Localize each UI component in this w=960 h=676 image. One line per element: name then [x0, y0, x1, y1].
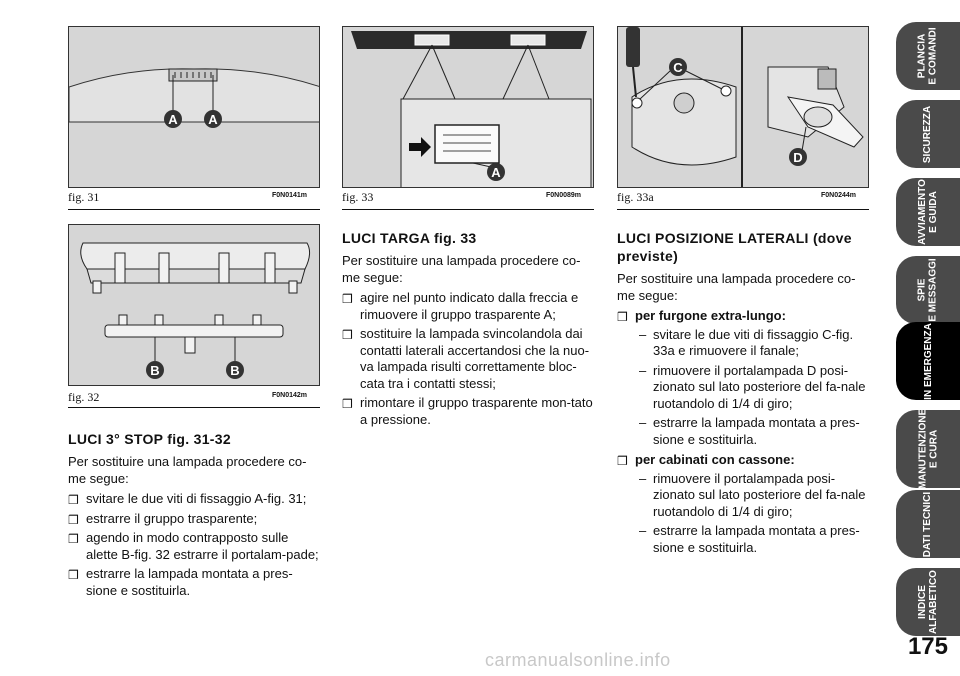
fig31-caption: fig. 31 [68, 190, 100, 204]
svg-text:D: D [793, 150, 803, 165]
tab-spie-e-messaggi[interactable]: SPIE E MESSAGGI [896, 256, 960, 324]
svg-text:A: A [491, 165, 501, 180]
section-luci-posizione-intro: Per sostituire una lampada procedere co-me segue: [617, 271, 856, 303]
checkbox-icon: ❒ [342, 328, 353, 342]
fig32-code: F0N0142m [272, 392, 308, 399]
section-luci-stop [68, 430, 321, 602]
section-luci-targa-list [342, 290, 594, 428]
fig33-code: F0N0089m [546, 192, 582, 199]
section-luci-posizione-list [617, 308, 869, 556]
list-item: ❒ agire nel punto indicato dalla freccia e rimuovere il gruppo trasparente A; [342, 290, 579, 322]
fig31-caption-rule [68, 209, 320, 210]
section-luci-posizione-title: LUCI POSIZIONE LATERALI (dove previste) [617, 230, 852, 264]
checkbox-icon: ❒ [68, 532, 79, 546]
checkbox-icon: ❒ [342, 397, 353, 411]
fig33a-drawing [618, 27, 869, 188]
svg-text:B: B [230, 363, 240, 378]
figure-31-illustration [68, 26, 320, 188]
fig33-drawing [343, 27, 594, 188]
tab-dati-tecnici[interactable]: DATI TECNICI [896, 490, 960, 558]
checkbox-icon: ❒ [68, 512, 79, 527]
list-item: ❒ estrarre la lampada montata a pres-sione e sostituirla. [68, 566, 293, 598]
fig32-caption-rule [68, 407, 320, 408]
fig31-drawing [69, 27, 320, 188]
section-luci-stop-list [68, 491, 321, 599]
list-item: ❒ estrarre il gruppo trasparente; [68, 510, 258, 527]
list-item: ❒ svitare le due viti di fissaggio A-fig. 31; [68, 491, 307, 507]
list-item: ❒ rimontare il gruppo trasparente mon-tato a pressione. [342, 395, 593, 427]
list-item: ❒ agendo in modo contrapposto sulle alette B-fig. 32 estrarre il portalam-pade; [68, 530, 319, 562]
figure-33-illustration [342, 26, 594, 188]
section-luci-targa-intro: Per sostituire una lampada procedere co-me segue: [342, 253, 581, 285]
tab-indice-alfabetico[interactable]: INDICE ALFABETICO [896, 568, 960, 636]
sublist-cabinati [635, 471, 869, 557]
sublist-furgone [635, 327, 869, 449]
list-item [617, 452, 869, 556]
checkbox-icon: ❒ [342, 292, 353, 306]
tab-manutenzione-e-cura[interactable]: MANUTENZIONE E CURA [896, 410, 960, 488]
checkbox-icon: ❒ [68, 568, 79, 582]
section-luci-targa-title: LUCI TARGA fig. 33 [342, 230, 477, 246]
section-luci-stop-title: LUCI 3° STOP fig. 31-32 [68, 431, 231, 447]
tab-plancia-e-comandi[interactable]: PLANCIA E COMANDI [896, 22, 960, 90]
svg-text:A: A [208, 112, 218, 127]
screwdriver-icon [626, 27, 640, 97]
fig32-caption: fig. 32 [68, 390, 100, 404]
checkbox-icon: ❒ [617, 454, 628, 468]
fig33a-caption: fig. 33a [617, 190, 654, 204]
figure-32-illustration [68, 224, 320, 386]
checkbox-icon: ❒ [68, 493, 79, 507]
fig33a-caption-rule [617, 209, 869, 210]
section-luci-stop-intro: Per sostituire una lampada procedere co-me segue: [68, 454, 307, 486]
list-item: – estrarre la lampada montata a pres-sione e sostituirla. [639, 523, 860, 555]
fig32-drawing [69, 225, 320, 386]
figure-33a-illustration [617, 26, 869, 188]
fig33-caption: fig. 33 [342, 190, 374, 204]
section-luci-targa [342, 229, 594, 431]
svg-text:B: B [150, 363, 160, 378]
list-item [617, 308, 869, 448]
tab-avviamento-e-guida[interactable]: AVVIAMENTO E GUIDA [896, 178, 960, 246]
group-heading-cabinati: per cabinati con cassone: [635, 452, 795, 467]
checkbox-icon: ❒ [617, 310, 628, 324]
fig31-code: F0N0141m [272, 192, 308, 199]
svg-text:C: C [673, 60, 683, 75]
group-heading-furgone: per furgone extra-lungo: [635, 308, 786, 323]
list-item: – svitare le due viti di fissaggio C-fig. 33a e rimuovere il fanale; [639, 326, 854, 358]
watermark: carmanualsonline.info [485, 650, 671, 670]
page-number: 175 [907, 633, 948, 660]
list-item: – rimuovere il portalampada D posi-zionato sul lato posteriore del fa-nale ruotandolo di 1/4 di giro; [639, 362, 866, 411]
tab-sicurezza[interactable]: SICUREZZA [896, 100, 960, 168]
tab-in-emergenza[interactable]: IN EMERGENZA [896, 322, 960, 400]
fig33a-code: F0N0244m [821, 192, 857, 199]
fig33-caption-rule [342, 209, 594, 210]
section-luci-posizione [617, 229, 869, 560]
list-item: – rimuovere il portalampada posi-zionato sul lato posteriore del fa-nale ruotandolo di 1/4 di giro; [639, 470, 866, 519]
svg-text:A: A [168, 112, 178, 127]
list-item: ❒ sostituire la lampada svincolandola dai contatti laterali accertandosi che la nuo-va lampada risulti correttamente bloc-cata tra i contatti stessi; [342, 326, 590, 391]
list-item: – estrarre la lampada montata a pres-sione e sostituirla. [639, 415, 860, 447]
